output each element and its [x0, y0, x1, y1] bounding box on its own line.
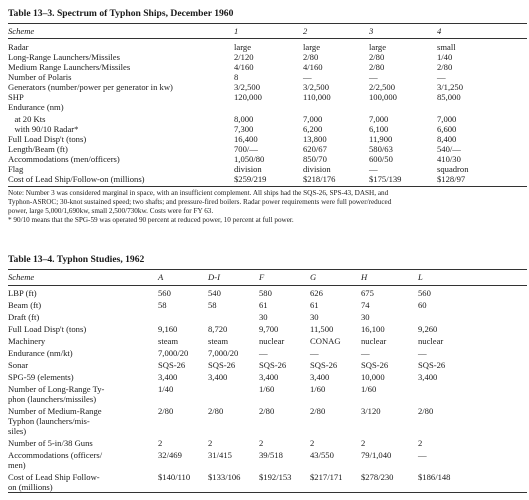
table-cell: 3,400	[158, 372, 178, 382]
table-cell: 580	[259, 288, 272, 298]
row-label: Number of Polaris	[8, 72, 72, 82]
note-line: Typhon-ASROC; 30-knot sustained speed; two shafts; and pressure-fired boilers. Radar power requirements were full power/reduced	[8, 198, 392, 206]
table-cell: division	[303, 164, 331, 174]
table-cell: 2/120	[234, 52, 254, 62]
row-label: Generators (number/power per generator in kw)	[8, 82, 173, 92]
header-scheme-3: 3	[369, 26, 374, 36]
table-cell: 100,000	[369, 92, 397, 102]
table-cell: 2	[361, 438, 366, 448]
table-cell: 410/30	[437, 154, 461, 164]
row-label: Accommodations (men/officers)	[8, 154, 120, 164]
table-cell: 32/469	[158, 450, 182, 460]
row-label: Radar	[8, 42, 29, 52]
table-cell: $218/176	[303, 174, 336, 184]
table-cell: $192/153	[259, 472, 292, 482]
row-label: SPG-59 (elements)	[8, 372, 74, 382]
table-header-rule	[8, 285, 527, 286]
table-cell: 61	[310, 300, 319, 310]
table-cell: 2/80	[418, 406, 434, 416]
table-cell: 7,000/20	[208, 348, 239, 358]
table-cell: 9,700	[259, 324, 279, 334]
table-cell: nuclear	[361, 336, 387, 346]
table-cell: 700/—	[234, 144, 258, 154]
table-cell: 16,100	[361, 324, 385, 334]
table-cell: —	[303, 72, 312, 82]
table-cell: 58	[158, 300, 167, 310]
table-cell: 1/40	[158, 384, 174, 394]
row-label: at 20 Kts	[8, 114, 46, 124]
table-cell: $259/219	[234, 174, 267, 184]
row-label: Draft (ft)	[8, 312, 40, 322]
table-cell: 30	[361, 312, 370, 322]
table-cell: 1/60	[361, 384, 377, 394]
row-label: Machinery	[8, 336, 46, 346]
header-scheme: Scheme	[8, 26, 35, 36]
table-cell: 7,300	[234, 124, 254, 134]
table-cell: 30	[310, 312, 319, 322]
table-cell: 74	[361, 300, 370, 310]
table-header-rule	[8, 38, 527, 39]
row-label: Number of 5-in/38 Guns	[8, 438, 93, 448]
row-label: Accommodations (officers/ men)	[8, 450, 103, 470]
table-cell: large	[234, 42, 252, 52]
table-cell: 2	[418, 438, 423, 448]
table-cell: 2	[158, 438, 163, 448]
table-13-3-title: Table 13–3. Spectrum of Typhon Ships, December 1960	[8, 8, 234, 19]
row-label: with 90/10 Radar*	[8, 124, 79, 134]
row-label: LBP (ft)	[8, 288, 37, 298]
row-label: Full Load Disp't (tons)	[8, 324, 87, 334]
table-cell: $217/171	[310, 472, 343, 482]
table-cell: —	[369, 164, 378, 174]
table-cell: 3/1,250	[437, 82, 464, 92]
table-cell: 39/518	[259, 450, 283, 460]
table-cell: 3,400	[310, 372, 330, 382]
table-cell: 2/2,500	[369, 82, 396, 92]
table-cell: —	[310, 348, 319, 358]
table-cell: 1/40	[437, 52, 453, 62]
row-label: Cost of Lead Ship/Follow-on (millions)	[8, 174, 145, 184]
table-cell: —	[369, 72, 378, 82]
table-cell: 2/80	[437, 62, 453, 72]
table-cell: 675	[361, 288, 374, 298]
table-cell: 13,800	[303, 134, 327, 144]
table-cell: 58	[208, 300, 217, 310]
header-scheme-l: L	[418, 272, 423, 282]
table-cell: large	[303, 42, 321, 52]
table-cell: 61	[259, 300, 268, 310]
note-line: Note: Number 3 was considered marginal in space, with an insufficient complement. All ships had the SQS-26, SPS-43, DASH, and	[8, 189, 389, 197]
table-cell: 4/160	[234, 62, 254, 72]
table-cell: 560	[158, 288, 171, 298]
row-label: Sonar	[8, 360, 29, 370]
table-cell: —	[259, 348, 268, 358]
table-cell: SQS-26	[259, 360, 287, 370]
table-cell: steam	[158, 336, 179, 346]
table-cell: 3/2,500	[234, 82, 261, 92]
table-cell: 7,000	[437, 114, 457, 124]
table-top-rule	[8, 23, 527, 24]
table-cell: nuclear	[259, 336, 285, 346]
table-cell: SQS-26	[208, 360, 236, 370]
table-cell: 7,000/20	[158, 348, 189, 358]
table-cell: 850/70	[303, 154, 327, 164]
table-cell: —	[418, 450, 427, 460]
row-label: Medium Range Launchers/Missiles	[8, 62, 131, 72]
table-cell: 3,400	[259, 372, 279, 382]
table-cell: nuclear	[418, 336, 444, 346]
table-cell: 540	[208, 288, 221, 298]
header-scheme-1: 1	[234, 26, 239, 36]
table-cell: 620/67	[303, 144, 327, 154]
table-cell: SQS-26	[418, 360, 446, 370]
table-cell: 7,000	[369, 114, 389, 124]
table-cell: 120,000	[234, 92, 262, 102]
row-label: Full Load Disp't (tons)	[8, 134, 87, 144]
table-cell: large	[369, 42, 387, 52]
table-cell: 2	[208, 438, 213, 448]
table-cell: 3/120	[361, 406, 381, 416]
table-cell: small	[437, 42, 456, 52]
table-cell: 11,500	[310, 324, 334, 334]
table-cell: —	[437, 72, 446, 82]
row-label: Long-Range Launchers/Missiles	[8, 52, 120, 62]
table-cell: 3/2,500	[303, 82, 330, 92]
table-cell: 2/80	[310, 406, 326, 416]
table-bottom-rule	[8, 492, 527, 493]
table-cell: SQS-26	[158, 360, 186, 370]
table-cell: 2/80	[208, 406, 224, 416]
header-scheme-g: G	[310, 272, 317, 282]
header-scheme-f: F	[259, 272, 265, 282]
table-cell: CONAG	[310, 336, 341, 346]
table-cell: 16,400	[234, 134, 258, 144]
table-cell: division	[234, 164, 262, 174]
row-label: Flag	[8, 164, 24, 174]
row-label: Endurance (nm/kt)	[8, 348, 73, 358]
table-cell: 560	[418, 288, 431, 298]
table-cell: 2/80	[259, 406, 275, 416]
table-cell: squadron	[437, 164, 469, 174]
table-cell: 9,160	[158, 324, 178, 334]
table-cell: 6,100	[369, 124, 389, 134]
table-cell: 7,000	[303, 114, 323, 124]
table-cell: $175/139	[369, 174, 402, 184]
row-label: Number of Long-Range Ty- phon (launchers/missiles)	[8, 384, 105, 404]
table-cell: $186/148	[418, 472, 451, 482]
table-cell: 60	[418, 300, 427, 310]
table-cell: 2	[259, 438, 264, 448]
table-cell: 580/63	[369, 144, 393, 154]
table-cell: 3,400	[208, 372, 228, 382]
table-cell: $140/110	[158, 472, 191, 482]
table-cell: 1,050/80	[234, 154, 265, 164]
table-cell: 8,000	[234, 114, 254, 124]
table-cell: 9,260	[418, 324, 438, 334]
table-cell: 79/1,040	[361, 450, 392, 460]
row-label: Length/Beam (ft)	[8, 144, 68, 154]
table-cell: 8,400	[437, 134, 457, 144]
table-cell: 30	[259, 312, 268, 322]
table-cell: 8,720	[208, 324, 228, 334]
table-cell: 4/160	[303, 62, 323, 72]
header-scheme: Scheme	[8, 272, 35, 282]
table-13-3-note	[8, 189, 523, 225]
table-cell: 2/80	[369, 52, 385, 62]
table-cell: 6,200	[303, 124, 323, 134]
table-cell: 1/60	[310, 384, 326, 394]
row-label: Number of Medium-Range Typhon (launchers/mis- siles)	[8, 406, 102, 436]
table-cell: 8	[234, 72, 239, 82]
table-cell: 31/415	[208, 450, 232, 460]
table-cell: 2/80	[303, 52, 319, 62]
table-cell: $278/230	[361, 472, 394, 482]
table-cell: 626	[310, 288, 323, 298]
table-cell: 85,000	[437, 92, 461, 102]
row-label: Cost of Lead Ship Follow- on (millions)	[8, 472, 100, 492]
header-scheme-h: H	[361, 272, 368, 282]
table-cell: 3,400	[418, 372, 438, 382]
table-top-rule	[8, 269, 527, 270]
note-footnote: * 90/10 means that the SPG-59 was operated 90 percent at reduced power, 10 percent at full power.	[8, 216, 294, 224]
table-cell: 1/60	[259, 384, 275, 394]
table-bottom-rule	[8, 186, 527, 187]
header-scheme-4: 4	[437, 26, 442, 36]
table-cell: 6,600	[437, 124, 457, 134]
table-cell: SQS-26	[361, 360, 389, 370]
table-cell: —	[418, 348, 427, 358]
header-scheme-d-i: D-I	[208, 272, 220, 282]
table-cell: 2/80	[369, 62, 385, 72]
header-scheme-a: A	[158, 272, 164, 282]
table-cell: $128/97	[437, 174, 466, 184]
table-cell: SQS-26	[310, 360, 338, 370]
table-cell: 540/—	[437, 144, 461, 154]
table-cell: 2/80	[158, 406, 174, 416]
table-cell: 11,900	[369, 134, 393, 144]
table-cell: 600/50	[369, 154, 393, 164]
table-cell: 110,000	[303, 92, 331, 102]
table-cell: steam	[208, 336, 229, 346]
row-label: SHP	[8, 92, 24, 102]
table-cell: $133/106	[208, 472, 241, 482]
table-cell: 43/550	[310, 450, 334, 460]
row-label: Beam (ft)	[8, 300, 42, 310]
table-cell: 2	[310, 438, 315, 448]
row-label: Endurance (nm)	[8, 102, 64, 112]
table-13-4-title: Table 13–4. Typhon Studies, 1962	[8, 254, 145, 265]
table-cell: 10,000	[361, 372, 385, 382]
note-line: power, large 5,000/1,690kw, small 2,500/730kw. Costs were for FY 63.	[8, 207, 214, 215]
table-cell: —	[361, 348, 370, 358]
header-scheme-2: 2	[303, 26, 308, 36]
